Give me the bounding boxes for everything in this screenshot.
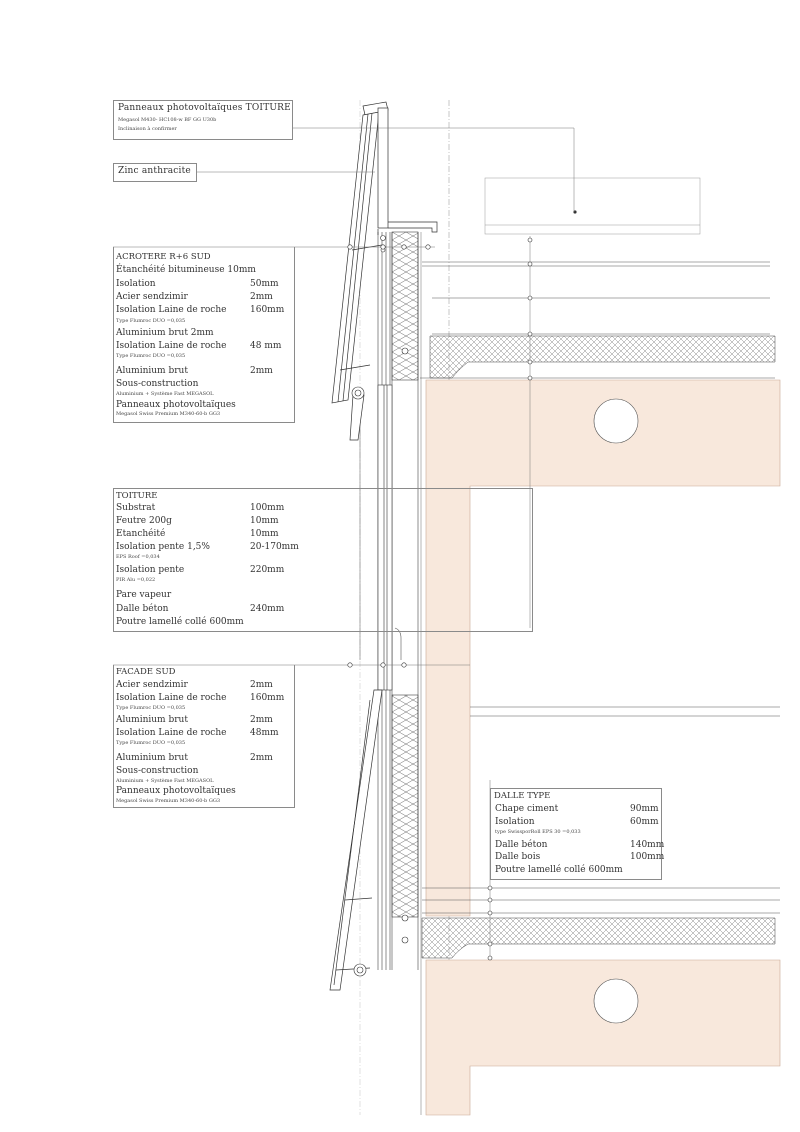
- dalle-row-name: Poutre lamellé collé 600mm: [495, 865, 623, 875]
- facade-row-name: Aluminium brut: [116, 753, 188, 763]
- acrotere-row-name: Aluminium brut: [116, 366, 188, 376]
- toiture-row-name: EPS Roof =0,034: [116, 554, 160, 560]
- dalle-title: DALLE TYPE: [494, 791, 551, 801]
- toiture-row-name: Feutre 200g: [116, 516, 172, 526]
- acrotere-row-value: 2mm: [250, 366, 273, 376]
- facade-title: FACADE SUD: [116, 667, 176, 677]
- toiture-row-value: 220mm: [250, 565, 285, 575]
- toiture-row-name: Pare vapeur: [116, 590, 172, 600]
- acrotere-row-name: Isolation Laine de roche: [116, 305, 227, 315]
- toiture-row-name: Substrat: [116, 503, 156, 513]
- acrotere-row-name: Panneaux photovoltaïques: [116, 400, 236, 410]
- toiture-row-value: 10mm: [250, 529, 279, 539]
- zinc-label-title: Zinc anthracite: [118, 166, 191, 176]
- pv-roof-title: Panneaux photovoltaïques TOITURE: [118, 103, 291, 113]
- acrotere-row-value: 48 mm: [250, 341, 282, 351]
- toiture-row-value: 240mm: [250, 604, 285, 614]
- dalle-row-name: Isolation: [495, 817, 535, 827]
- dalle-row-name: type SwissporRoll EPS 30 =0,033: [495, 829, 581, 835]
- toiture-label-box: [113, 488, 533, 632]
- dalle-row-name: Chape ciment: [495, 804, 559, 814]
- facade-row-name: Isolation Laine de roche: [116, 728, 227, 738]
- acrotere-row-name: Aluminium + Système Fast MEGASOL: [116, 391, 214, 397]
- acrotere-row-value: 160mm: [250, 305, 285, 315]
- acrotere-row-name: Isolation: [116, 279, 156, 289]
- roof-slab: [420, 178, 775, 378]
- toiture-row-name: PIR Alu =0,022: [116, 577, 156, 583]
- facade-row-value: 2mm: [250, 753, 273, 763]
- acrotere-row-name: Megasol Swiss Premium M340-60-b GG3: [116, 411, 221, 417]
- facade-row-value: 48mm: [250, 728, 279, 738]
- dalle-row-value: 90mm: [630, 804, 659, 814]
- facade-row-name: Acier sendzimir: [116, 680, 188, 690]
- acrotere-row-value: 2mm: [250, 292, 273, 302]
- toiture-row-name: Isolation pente 1,5%: [116, 542, 210, 552]
- timber-beam-lower: [426, 960, 780, 1115]
- toiture-row-name: Dalle béton: [116, 604, 169, 614]
- toiture-title: TOITURE: [116, 491, 158, 501]
- acrotere-row-name: Sous-construction: [116, 379, 199, 389]
- acrotere-title: ACROTERE R+6 SUD: [116, 252, 211, 262]
- toiture-row-value: 100mm: [250, 503, 285, 513]
- dalle-row-value: 60mm: [630, 817, 659, 827]
- facade-row-value: 160mm: [250, 693, 285, 703]
- facade-row-name: Isolation Laine de roche: [116, 693, 227, 703]
- facade-row-name: Aluminium brut: [116, 715, 188, 725]
- toiture-row-value: 20-170mm: [250, 542, 299, 552]
- toiture-row-name: Etanchéité: [116, 529, 166, 539]
- acrotere-row-name: Isolation Laine de roche: [116, 341, 227, 351]
- facade-row-name: Aluminium + Système Fast MEGASOL: [116, 778, 214, 784]
- dalle-row-name: Dalle bois: [495, 852, 541, 862]
- pv-roof-note: Inclinaison à confirmer: [118, 126, 177, 132]
- parapet-zinc: [378, 108, 437, 235]
- facade-row-name: Type Flumroc DUO =0,035: [116, 705, 186, 711]
- pv-roof-model: Megasol M430- HC108-w BF GG U30b: [118, 117, 217, 123]
- toiture-row-name: Isolation pente: [116, 565, 185, 575]
- acrotere-row-value: 50mm: [250, 279, 279, 289]
- acrotere-row-name: Aluminium brut 2mm: [116, 328, 214, 338]
- dalle-row-value: 100mm: [630, 852, 665, 862]
- acrotere-row-name: Acier sendzimir: [116, 292, 188, 302]
- facade-row-name: Megasol Swiss Premium M340-60-b GG3: [116, 798, 221, 804]
- acrotere-row-name: Étanchéité bitumineuse 10mm: [116, 265, 256, 275]
- facade-pv-panel: [330, 395, 382, 990]
- facade-row-value: 2mm: [250, 715, 273, 725]
- toiture-row-value: 10mm: [250, 516, 279, 526]
- facade-row-name: Panneaux photovoltaïques: [116, 786, 236, 796]
- toiture-row-name: Poutre lamellé collé 600mm: [116, 617, 244, 627]
- facade-row-value: 2mm: [250, 680, 273, 690]
- acrotere-row-name: Type Flumroc DUO =0,035: [116, 318, 186, 324]
- facade-row-name: Type Flumroc DUO =0,035: [116, 740, 186, 746]
- acrotere-row-name: Type Flumroc DUO =0,035: [116, 353, 186, 359]
- dalle-row-value: 140mm: [630, 840, 665, 850]
- facade-row-name: Sous-construction: [116, 766, 199, 776]
- dalle-row-name: Dalle béton: [495, 840, 548, 850]
